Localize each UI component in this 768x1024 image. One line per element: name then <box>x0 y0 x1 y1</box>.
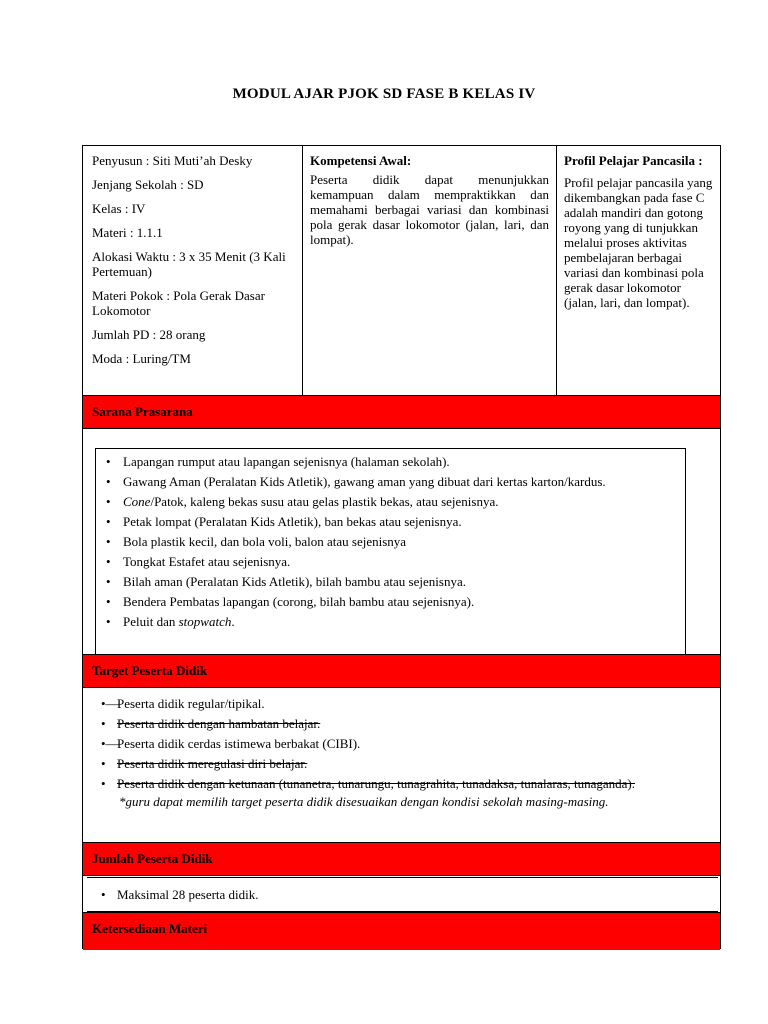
list-item <box>106 472 677 492</box>
list-item <box>106 492 677 512</box>
section-header-target: Target Peserta Didik <box>83 654 720 688</box>
penyusun-text: Penyusun : Siti Muti’ah Desky <box>92 153 253 168</box>
sarana-item-text: Bilah aman (Peralatan Kids Atletik), bilah bambu atau sejenisnya. <box>123 574 466 589</box>
kompetensi-text: Peserta didik dapat menunjukkan kemampuan dalam mempraktikkan dan memahami berbagai variasi dan kombinasi pola gerak dasar lokomotor (jalan, lari, dan lompat). <box>310 172 549 247</box>
sarana-item-text: . <box>231 614 235 629</box>
kelas-text: Kelas : IV <box>92 201 146 216</box>
list-item <box>87 878 718 911</box>
list-item <box>83 694 720 714</box>
list-item <box>106 612 677 632</box>
alokasi-text: Alokasi Waktu : 3 x 35 Menit (3 Kali Pertemuan) <box>92 249 286 279</box>
list-item <box>83 754 720 774</box>
jumlah-section <box>87 877 718 912</box>
sarana-item-italic: Cone <box>123 494 151 509</box>
sarana-item-italic: stopwatch <box>178 614 232 629</box>
profil-cell <box>557 146 720 395</box>
header-row <box>83 146 720 395</box>
list-item <box>83 774 720 794</box>
jumlah-item-text: Maksimal 28 peserta didik. <box>117 887 259 902</box>
profil-heading: Profil Pelajar Pancasila : <box>564 153 703 168</box>
list-item <box>83 734 720 754</box>
section-header-ketersediaan: Ketersediaan Materi <box>83 912 720 950</box>
profil-text: Profil pelajar pancasila yang dikembangkan pada fase C adalah mandiri dan gotong royong yang di tunjukkan melalui proses aktivitas pembelajaran berbagai variasi dan kombinasi pola gerak dasar lokomotor (jalan, lari, dan lompat). <box>564 175 713 310</box>
target-item-text: Peserta didik regular/tipikal. <box>117 696 265 711</box>
kompetensi-cell <box>303 146 557 395</box>
target-section <box>83 688 720 842</box>
sarana-item-text: Tongkat Estafet atau sejenisnya. <box>123 554 291 569</box>
target-item-text: Peserta didik dengan ketunaan (tunanetra, tunarungu, tunagrahita, tunadaksa, tunalaras, tunaganda). <box>117 776 636 791</box>
identity-cell <box>83 146 303 395</box>
sarana-item-text: Bendera Pembatas lapangan (corong, bilah bambu atau sejenisnya). <box>123 594 475 609</box>
kompetensi-heading: Kompetensi Awal: <box>310 153 412 168</box>
list-item <box>106 552 677 572</box>
section-header-jumlah: Jumlah Peserta Didik <box>83 842 720 876</box>
target-item-text: Peserta didik meregulasi diri belajar. <box>117 756 308 771</box>
list-item <box>106 592 677 612</box>
materi-pokok-text: Materi Pokok : Pola Gerak Dasar Lokomotor <box>92 288 265 318</box>
jumlah-pd-text: Jumlah PD : 28 orang <box>92 327 206 342</box>
target-note: *guru dapat memilih target peserta didik disesuaikan dengan kondisi sekolah masing-masing. <box>119 794 609 809</box>
jenjang-text: Jenjang Sekolah : SD <box>92 177 204 192</box>
target-list <box>83 688 720 794</box>
moda-text: Moda : Luring/TM <box>92 351 191 366</box>
list-item <box>83 714 720 734</box>
sarana-item-text: Petak lompat (Peralatan Kids Atletik), ban bekas atau sejenisnya. <box>123 514 462 529</box>
jumlah-list <box>87 878 718 911</box>
sarana-item-text: Lapangan rumput atau lapangan sejenisnya (halaman sekolah). <box>123 454 450 469</box>
list-item <box>106 452 677 472</box>
target-item-text: Peserta didik cerdas istimewa berbakat (CIBI). <box>117 736 361 751</box>
materi-text: Materi : 1.1.1 <box>92 225 163 240</box>
sarana-item-text: Peluit dan <box>123 614 179 629</box>
list-item <box>106 532 677 552</box>
sarana-item-text: /Patok, kaleng bekas susu atau gelas plastik bekas, atau sejenisnya. <box>150 494 499 509</box>
list-item <box>106 512 677 532</box>
list-item <box>106 572 677 592</box>
sarana-item-text: Bola plastik kecil, dan bola voli, balon atau sejenisnya <box>123 534 407 549</box>
sarana-list <box>106 452 677 632</box>
document-title: MODUL AJAR PJOK SD FASE B KELAS IV <box>232 86 536 102</box>
section-header-sarana: Sarana Prasarana <box>83 395 720 429</box>
sarana-list-box <box>95 448 686 655</box>
target-item-text: Peserta didik dengan hambatan belajar. <box>117 716 321 731</box>
sarana-item-text: Gawang Aman (Peralatan Kids Atletik), gawang aman yang dibuat dari kertas karton/kardus. <box>123 474 606 489</box>
